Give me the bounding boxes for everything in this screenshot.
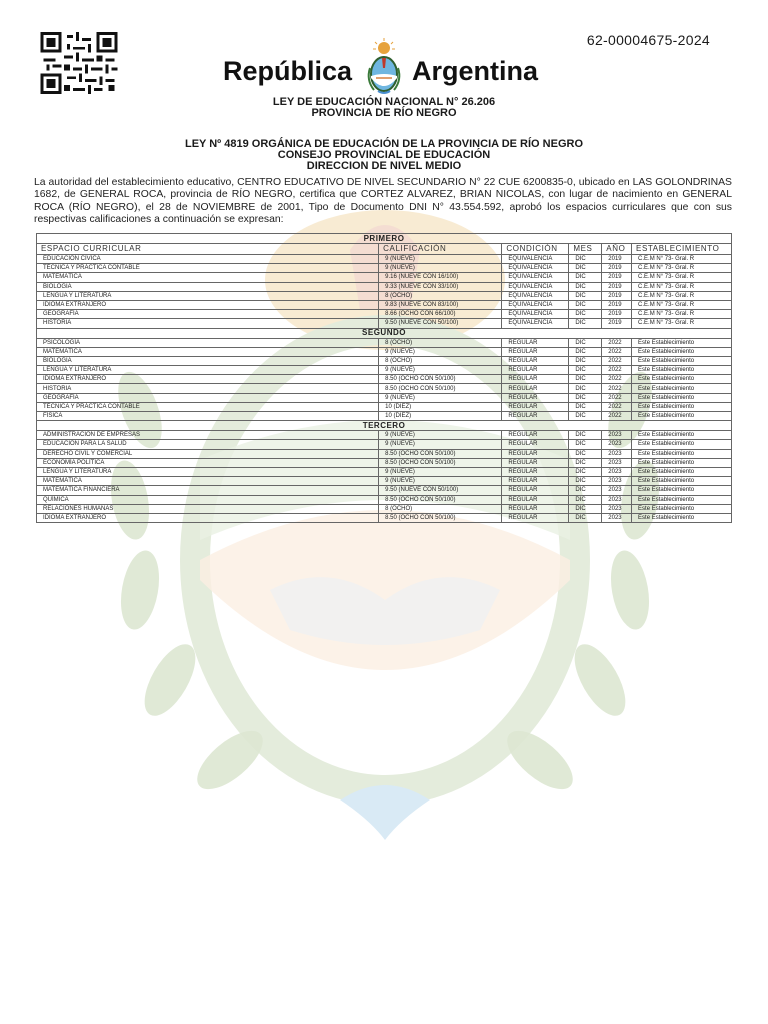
page-title (0, 36, 768, 98)
year-cell: 2019 (602, 310, 632, 319)
subject-cell: MATEMÁTICA (37, 347, 379, 356)
condition-cell: EQUIVALENCIA (502, 255, 569, 264)
year-cell: 2019 (602, 264, 632, 273)
column-header: ESTABLECIMIENTO (632, 244, 732, 255)
institution-cell: Este Establecimiento (632, 431, 732, 440)
institution-cell: Este Establecimiento (632, 393, 732, 402)
condition-cell: EQUIVALENCIA (502, 319, 569, 328)
institution-cell: C.E.M N° 73- Gral. R (632, 310, 732, 319)
subject-cell: BIOLOGIA (37, 356, 379, 365)
institution-cell: Este Establecimiento (632, 504, 732, 513)
grade-cell: 9 (NUEVE) (379, 264, 502, 273)
institution-cell: Este Establecimiento (632, 495, 732, 504)
year-label: SEGUNDO (37, 328, 732, 338)
year-cell: 2022 (602, 384, 632, 393)
condition-cell: REGULAR (502, 440, 569, 449)
year-cell: 2019 (602, 282, 632, 291)
table-row (37, 449, 732, 458)
condition-cell: REGULAR (502, 393, 569, 402)
table-row (37, 458, 732, 467)
institution-cell: Este Establecimiento (632, 338, 732, 347)
institution-cell: C.E.M N° 73- Gral. R (632, 291, 732, 300)
year-label: TERCERO (37, 421, 732, 431)
condition-cell: REGULAR (502, 384, 569, 393)
institution-cell: Este Establecimiento (632, 366, 732, 375)
table-row (37, 338, 732, 347)
subject-cell: LENGUA Y LITERATURA (37, 366, 379, 375)
year-cell: 2019 (602, 291, 632, 300)
year-cell: 2023 (602, 467, 632, 476)
grade-cell: 8 (OCHO) (379, 338, 502, 347)
table-row (37, 310, 732, 319)
law-line-5: DIRECCION DE NIVEL MEDIO (306, 160, 462, 172)
condition-cell: EQUIVALENCIA (502, 310, 569, 319)
institution-cell: Este Establecimiento (632, 486, 732, 495)
month-cell: DIC (569, 412, 602, 421)
subject-cell: TÉCNICA Y PRÁCTICA CONTABLE (37, 264, 379, 273)
year-cell: 2023 (602, 486, 632, 495)
table-row (37, 412, 732, 421)
condition-cell: EQUIVALENCIA (502, 273, 569, 282)
condition-cell: REGULAR (502, 467, 569, 476)
grade-cell: 8.66 (OCHO CON 66/100) (379, 310, 502, 319)
grade-cell: 9.33 (NUEVE CON 33/100) (379, 282, 502, 291)
grade-cell: 9 (NUEVE) (379, 467, 502, 476)
grade-cell: 9.16 (NUEVE CON 16/100) (379, 273, 502, 282)
month-cell: DIC (569, 393, 602, 402)
grade-cell: 10 (DIEZ) (379, 412, 502, 421)
grades-table (36, 233, 732, 523)
grade-cell: 8.50 (OCHO CON 50/100) (379, 513, 502, 522)
year-cell: 2022 (602, 356, 632, 365)
month-cell: DIC (569, 449, 602, 458)
grade-cell: 10 (DIEZ) (379, 402, 502, 411)
institution-cell: Este Establecimiento (632, 375, 732, 384)
month-cell: DIC (569, 467, 602, 476)
title-argentina: Argentina (412, 56, 539, 86)
condition-cell: REGULAR (502, 402, 569, 411)
condition-cell: REGULAR (502, 495, 569, 504)
grade-cell: 8 (OCHO) (379, 504, 502, 513)
month-cell: DIC (569, 319, 602, 328)
column-header: AÑO (602, 244, 632, 255)
column-header-row (37, 244, 732, 255)
table-row (37, 431, 732, 440)
year-header-row (37, 421, 732, 431)
table-row (37, 467, 732, 476)
subject-cell: DERECHO CIVIL Y COMERCIAL (37, 449, 379, 458)
month-cell: DIC (569, 504, 602, 513)
table-row (37, 504, 732, 513)
institution-cell: Este Establecimiento (632, 356, 732, 365)
month-cell: DIC (569, 273, 602, 282)
month-cell: DIC (569, 486, 602, 495)
condition-cell: EQUIVALENCIA (502, 264, 569, 273)
table-row (37, 273, 732, 282)
grade-cell: 9 (NUEVE) (379, 393, 502, 402)
year-header-row (37, 234, 732, 244)
condition-cell: REGULAR (502, 477, 569, 486)
grade-cell: 9 (NUEVE) (379, 255, 502, 264)
table-row (37, 282, 732, 291)
condition-cell: REGULAR (502, 449, 569, 458)
law-line-4: CONSEJO PROVINCIAL DE EDUCACIÓN (277, 149, 491, 161)
month-cell: DIC (569, 255, 602, 264)
institution-cell: Este Establecimiento (632, 402, 732, 411)
institution-cell: C.E.M N° 73- Gral. R (632, 273, 732, 282)
column-header: CONDICIÓN (502, 244, 569, 255)
institution-cell: Este Establecimiento (632, 467, 732, 476)
month-cell: DIC (569, 431, 602, 440)
institution-cell: Este Establecimiento (632, 440, 732, 449)
year-cell: 2019 (602, 300, 632, 309)
grade-cell: 8.50 (OCHO CON 50/100) (379, 449, 502, 458)
year-label: PRIMERO (37, 234, 732, 244)
grade-cell: 8 (OCHO) (379, 356, 502, 365)
table-row (37, 477, 732, 486)
table-row (37, 384, 732, 393)
institution-cell: C.E.M N° 73- Gral. R (632, 264, 732, 273)
year-header-row (37, 328, 732, 338)
table-row (37, 513, 732, 522)
month-cell: DIC (569, 310, 602, 319)
month-cell: DIC (569, 375, 602, 384)
table-row (37, 347, 732, 356)
condition-cell: REGULAR (502, 504, 569, 513)
grade-cell: 8.50 (OCHO CON 50/100) (379, 375, 502, 384)
year-cell: 2023 (602, 431, 632, 440)
month-cell: DIC (569, 440, 602, 449)
table-row (37, 264, 732, 273)
year-cell: 2023 (602, 477, 632, 486)
year-cell: 2022 (602, 338, 632, 347)
year-cell: 2023 (602, 504, 632, 513)
condition-cell: EQUIVALENCIA (502, 291, 569, 300)
institution-cell: Este Establecimiento (632, 458, 732, 467)
subject-cell: BIOLOGIA (37, 282, 379, 291)
month-cell: DIC (569, 347, 602, 356)
year-cell: 2022 (602, 375, 632, 384)
institution-cell: Este Establecimiento (632, 513, 732, 522)
grade-cell: 9 (NUEVE) (379, 366, 502, 375)
month-cell: DIC (569, 338, 602, 347)
month-cell: DIC (569, 291, 602, 300)
institution-cell: C.E.M N° 73- Gral. R (632, 319, 732, 328)
year-cell: 2023 (602, 458, 632, 467)
month-cell: DIC (569, 384, 602, 393)
month-cell: DIC (569, 402, 602, 411)
condition-cell: REGULAR (502, 366, 569, 375)
condition-cell: EQUIVALENCIA (502, 282, 569, 291)
subject-cell: ADMINISTRACIÓN DE EMPRESAS (37, 431, 379, 440)
grade-cell: 9.50 (NUEVE CON 50/100) (379, 486, 502, 495)
grade-cell: 9.83 (NUEVE CON 83/100) (379, 300, 502, 309)
institution-cell: Este Establecimiento (632, 449, 732, 458)
column-header: ESPACIO CURRICULAR (37, 244, 379, 255)
institution-cell: C.E.M N° 73- Gral. R (632, 255, 732, 264)
table-row (37, 393, 732, 402)
grade-cell: 8.50 (OCHO CON 50/100) (379, 458, 502, 467)
table-row (37, 402, 732, 411)
institution-cell: C.E.M N° 73- Gral. R (632, 282, 732, 291)
subject-cell: LENGUA Y LITERATURA (37, 291, 379, 300)
table-row (37, 440, 732, 449)
subject-cell: IDIOMA EXTRANJERO (37, 375, 379, 384)
condition-cell: REGULAR (502, 412, 569, 421)
condition-cell: REGULAR (502, 486, 569, 495)
table-row (37, 375, 732, 384)
subject-cell: GEOGRAFÍA (37, 393, 379, 402)
institution-cell: Este Establecimiento (632, 412, 732, 421)
column-header: CALIFICACIÓN (379, 244, 502, 255)
grade-cell: 8 (OCHO) (379, 291, 502, 300)
grade-cell: 9 (NUEVE) (379, 440, 502, 449)
table-row (37, 356, 732, 365)
grade-cell: 8.50 (OCHO CON 50/100) (379, 495, 502, 504)
subject-cell: LENGUA Y LITERATURA (37, 467, 379, 476)
year-cell: 2019 (602, 255, 632, 264)
table-row (37, 300, 732, 309)
condition-cell: REGULAR (502, 431, 569, 440)
grade-cell: 9 (NUEVE) (379, 347, 502, 356)
subject-cell: HISTORIA (37, 384, 379, 393)
condition-cell: REGULAR (502, 375, 569, 384)
table-row (37, 495, 732, 504)
year-cell: 2023 (602, 495, 632, 504)
column-header: MES (569, 244, 602, 255)
coat-of-arms-icon (362, 38, 406, 96)
subject-cell: EDUCACIÓN PARA LA SALUD (37, 440, 379, 449)
year-cell: 2022 (602, 412, 632, 421)
subject-cell: TÉCNICA Y PRÁCTICA CONTABLE (37, 402, 379, 411)
table-row (37, 366, 732, 375)
year-cell: 2022 (602, 366, 632, 375)
table-row (37, 319, 732, 328)
subject-cell: IDIOMA EXTRANJERO (37, 513, 379, 522)
law-line-2: PROVINCIA DE RÍO NEGRO (311, 107, 457, 119)
year-cell: 2019 (602, 319, 632, 328)
month-cell: DIC (569, 513, 602, 522)
title-republica: República (222, 56, 352, 86)
institution-cell: C.E.M N° 73- Gral. R (632, 300, 732, 309)
year-cell: 2022 (602, 347, 632, 356)
subject-cell: MATEMÁTICA FINANCIERA (37, 486, 379, 495)
year-cell: 2022 (602, 393, 632, 402)
subject-cell: GEOGRAFÍA (37, 310, 379, 319)
month-cell: DIC (569, 495, 602, 504)
law-line-3: LEY Nº 4819 ORGÁNICA DE EDUCACIÓN DE LA PROVINCIA DE RÍO NEGRO (184, 138, 584, 150)
condition-cell: REGULAR (502, 513, 569, 522)
year-cell: 2022 (602, 402, 632, 411)
year-cell: 2023 (602, 440, 632, 449)
subject-cell: ECONOMÍA POLÍTICA (37, 458, 379, 467)
grade-cell: 8.50 (OCHO CON 50/100) (379, 384, 502, 393)
subject-cell: EDUCACIÓN CIVICA (37, 255, 379, 264)
month-cell: DIC (569, 356, 602, 365)
condition-cell: REGULAR (502, 458, 569, 467)
law-line-1: LEY DE EDUCACIÓN NACIONAL N° 26.206 (272, 96, 496, 108)
institution-cell: Este Establecimiento (632, 347, 732, 356)
month-cell: DIC (569, 366, 602, 375)
month-cell: DIC (569, 282, 602, 291)
table-row (37, 291, 732, 300)
institution-cell: Este Establecimiento (632, 477, 732, 486)
condition-cell: REGULAR (502, 347, 569, 356)
month-cell: DIC (569, 458, 602, 467)
condition-cell: EQUIVALENCIA (502, 300, 569, 309)
document-number: 62-00004675-2024 (586, 32, 710, 48)
year-cell: 2023 (602, 513, 632, 522)
condition-cell: REGULAR (502, 338, 569, 347)
month-cell: DIC (569, 477, 602, 486)
month-cell: DIC (569, 300, 602, 309)
table-row (37, 486, 732, 495)
condition-cell: REGULAR (502, 356, 569, 365)
subject-cell: PSICOLOGÍA (37, 338, 379, 347)
grade-cell: 9 (NUEVE) (379, 431, 502, 440)
subject-cell: QUÍMICA (37, 495, 379, 504)
year-cell: 2023 (602, 449, 632, 458)
table-row (37, 255, 732, 264)
subject-cell: MATEMÁTICA (37, 273, 379, 282)
subject-cell: FÍSICA (37, 412, 379, 421)
subject-cell: MATEMÁTICA (37, 477, 379, 486)
subject-cell: IDIOMA EXTRANJERO (37, 300, 379, 309)
month-cell: DIC (569, 264, 602, 273)
year-cell: 2019 (602, 273, 632, 282)
grade-cell: 9.50 (NUEVE CON 50/100) (379, 319, 502, 328)
certification-paragraph: La autoridad del establecimiento educativo, CENTRO EDUCATIVO DE NIVEL SECUNDARIO N° 22 CUE 6200835-0, ubicado en LAS GOLONDRINAS 1682, de GENERAL ROCA, provincia de RÍO NEGRO, certifica que CORTEZ ALVAREZ, BRIAN NICOLAS, con lugar de nacimiento en GENERAL ROCA (RÍO NEGRO), el 28 de NOVIEMBRE de 2001, Tipo de Documento DNI N° 43.554.592, aprobó los espacios curriculares que con sus respectivas calificaciones a continuación se expresan: (34, 177, 732, 225)
subject-cell: HISTORIA (37, 319, 379, 328)
subject-cell: RELACIONES HUMANAS (37, 504, 379, 513)
institution-cell: Este Establecimiento (632, 384, 732, 393)
grade-cell: 9 (NUEVE) (379, 477, 502, 486)
